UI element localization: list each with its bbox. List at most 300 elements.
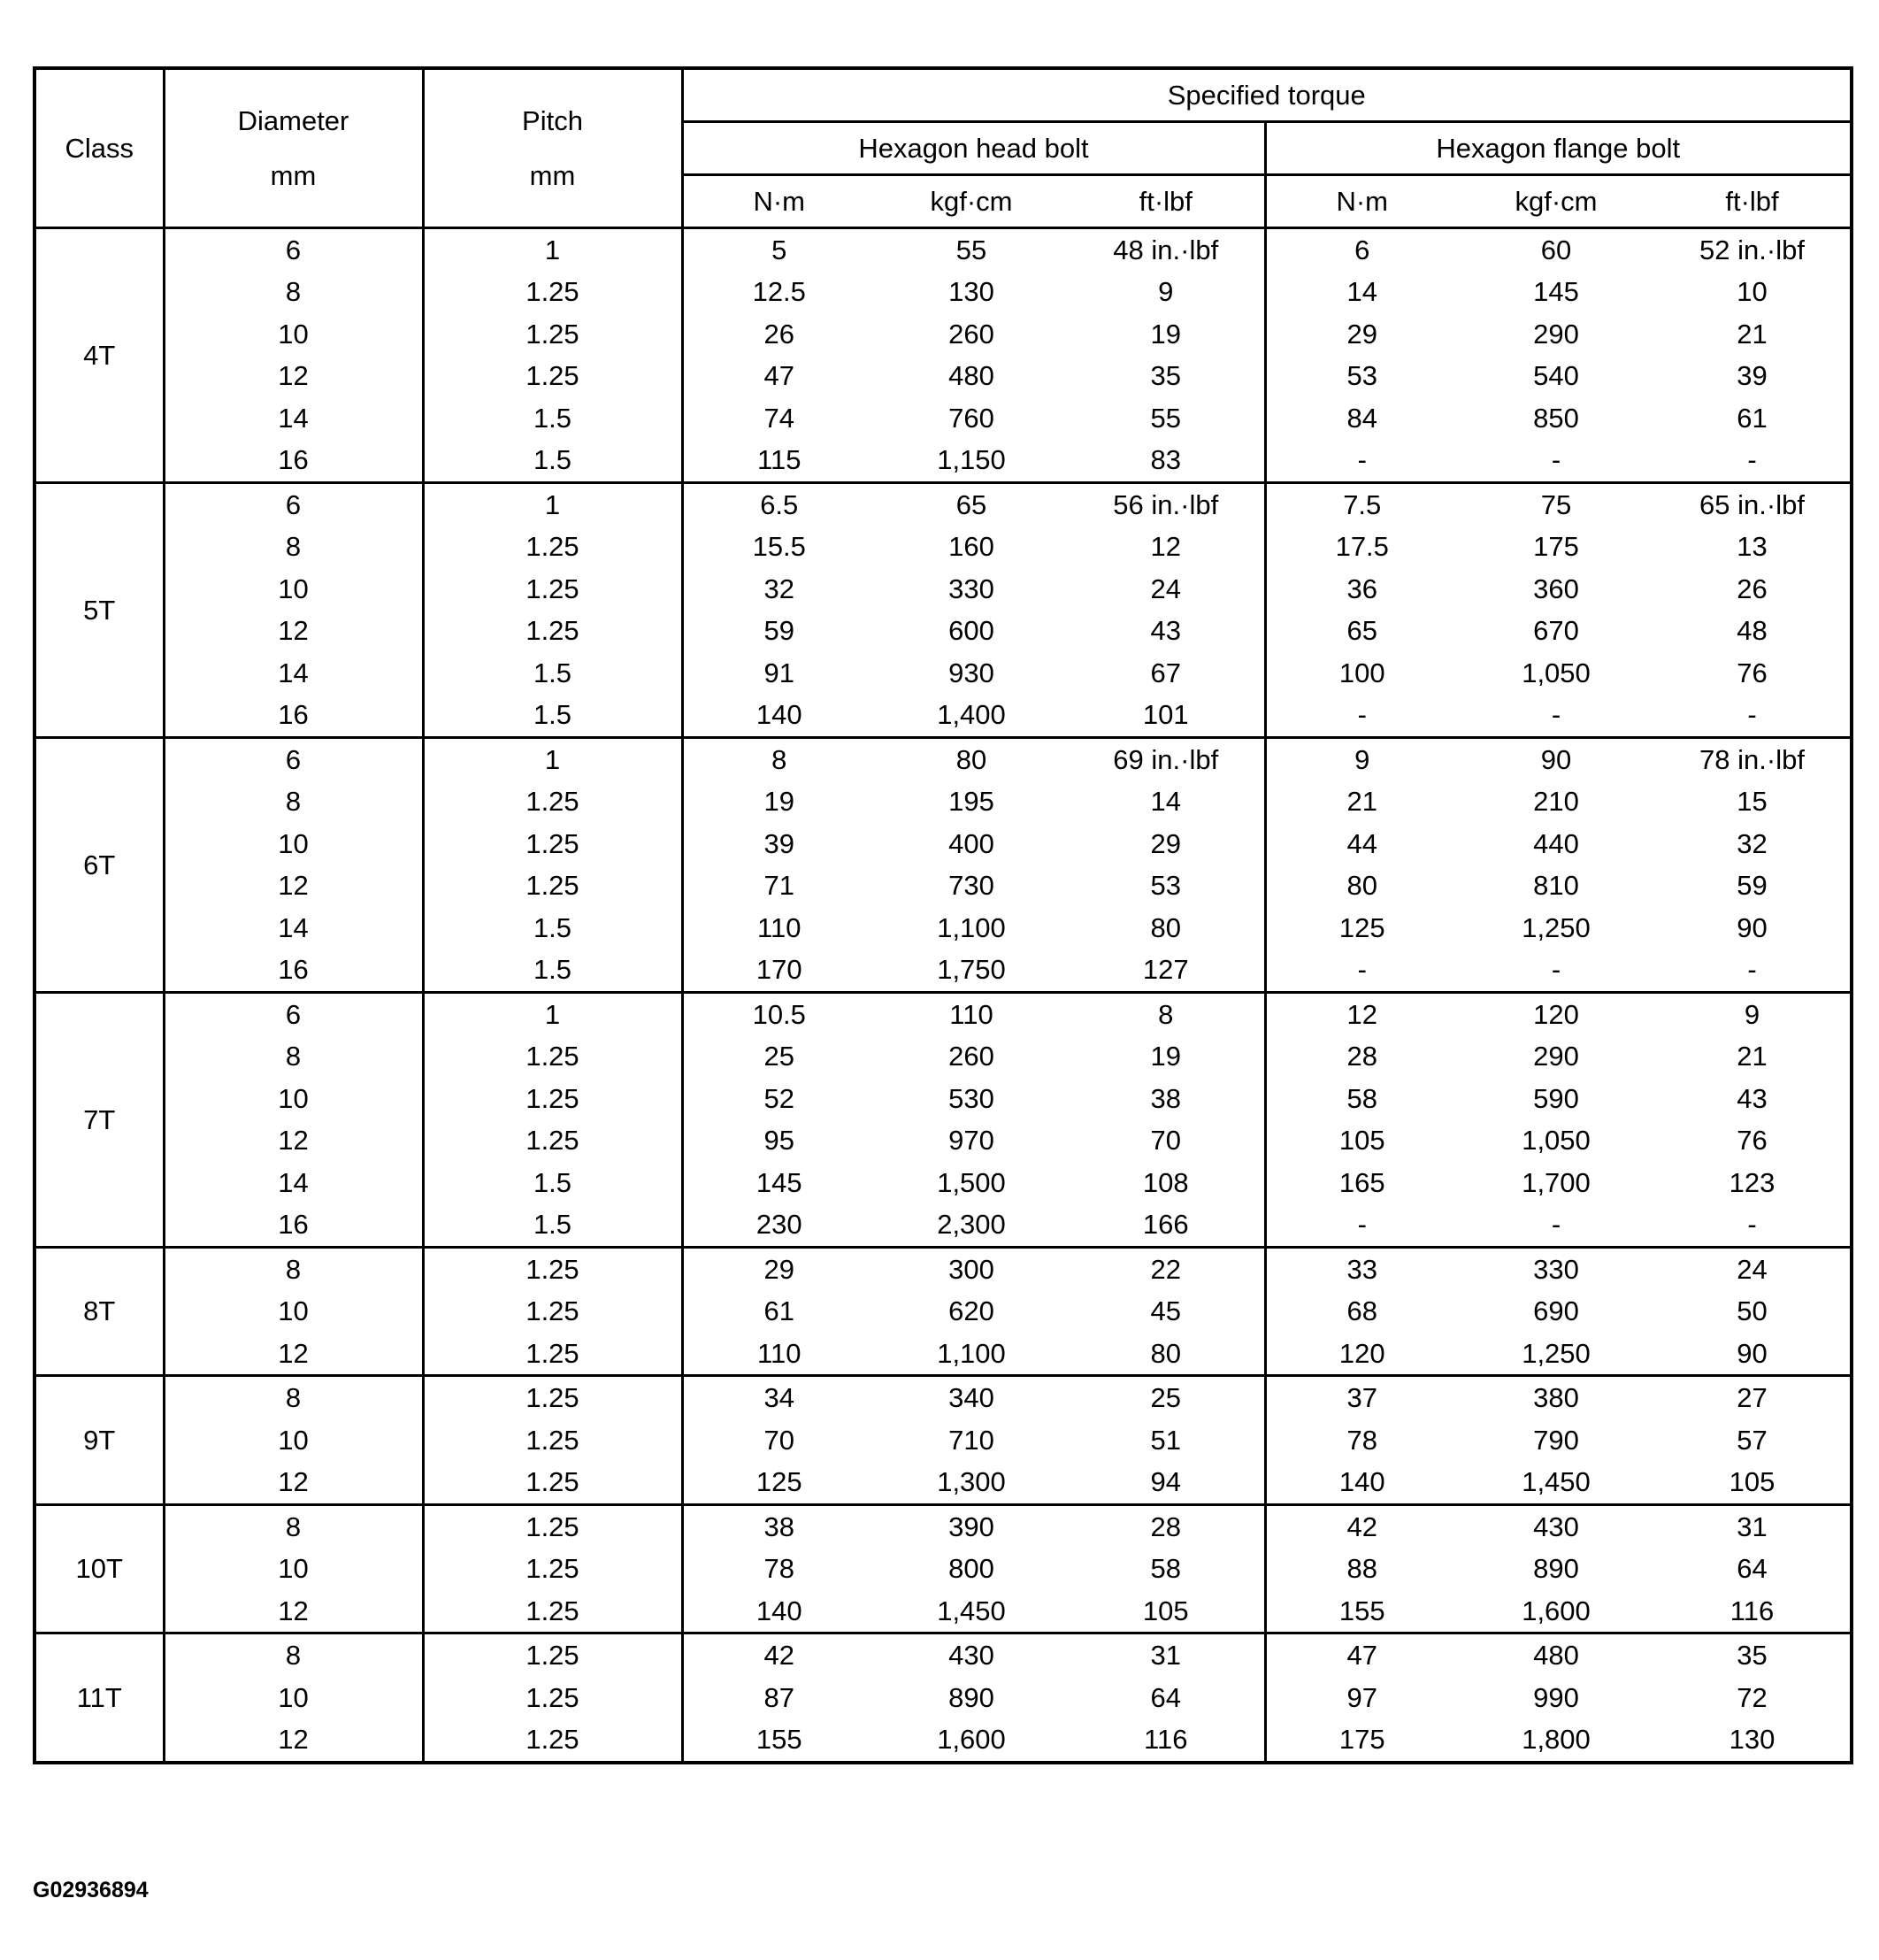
table-cell: 1,800 — [1522, 1724, 1591, 1756]
class-group-6t — [35, 737, 1852, 992]
table-cell: 1.25 — [423, 1590, 682, 1633]
class-group-4t — [35, 227, 1852, 482]
table-cell: 14 — [164, 397, 423, 440]
table-cell: - — [1265, 1203, 1458, 1247]
table-cell: 195 — [948, 786, 994, 818]
table-cell: 8 — [682, 737, 875, 780]
class-cell: 5T — [83, 594, 116, 626]
table-cell: 166 — [1142, 1209, 1189, 1241]
table-row — [35, 823, 1852, 865]
table-cell: 67 — [1150, 657, 1181, 688]
table-cell: 90 — [1737, 911, 1768, 943]
table-row — [35, 1376, 1852, 1419]
table-cell: 75 — [1540, 488, 1572, 520]
class-group-8t — [35, 1247, 1852, 1376]
table-cell: 930 — [948, 657, 994, 688]
table-cell: 12 — [164, 1333, 423, 1376]
table-cell: 57 — [1737, 1424, 1768, 1456]
table-cell: 12 — [164, 610, 423, 652]
table-cell: 15.5 — [682, 526, 875, 568]
table-cell: 12 — [1265, 992, 1458, 1035]
unit-header: N·m — [682, 174, 875, 227]
table-cell: 1,100 — [937, 911, 1006, 943]
table-cell: 140 — [1265, 1461, 1458, 1504]
table-cell: 140 — [682, 1590, 875, 1633]
table-cell: 83 — [1150, 444, 1181, 476]
class-cell: 9T — [83, 1424, 116, 1456]
table-row — [35, 1203, 1852, 1247]
table-cell: 55 — [1150, 402, 1181, 434]
table-cell: 430 — [948, 1640, 994, 1672]
table-cell: 290 — [1533, 318, 1579, 350]
table-cell: 65 — [955, 488, 987, 520]
table-cell: 110 — [949, 998, 993, 1030]
table-row — [35, 1247, 1852, 1290]
table-cell: 1,600 — [937, 1724, 1006, 1756]
table-cell: 10 — [164, 1078, 423, 1120]
table-cell: 27 — [1737, 1382, 1768, 1414]
table-cell: 36 — [1265, 568, 1458, 611]
table-cell: 1 — [423, 992, 682, 1035]
torque-specification-table — [33, 66, 1853, 1764]
table-cell: 2,300 — [937, 1209, 1006, 1241]
table-cell: 29 — [1150, 827, 1181, 859]
table-cell: 12.5 — [682, 271, 875, 313]
table-row — [35, 397, 1852, 440]
table-cell: 145 — [682, 1162, 875, 1204]
table-cell: 125 — [1265, 907, 1458, 949]
table-cell: 88 — [1265, 1548, 1458, 1590]
class-header: Class — [35, 68, 164, 227]
table-cell: 6.5 — [682, 482, 875, 526]
table-cell: 90 — [1540, 743, 1572, 775]
table-row — [35, 1677, 1852, 1719]
table-cell: 16 — [164, 1203, 423, 1247]
table-cell: 10 — [164, 1548, 423, 1590]
table-cell: 78 — [1265, 1419, 1458, 1462]
table-cell: 74 — [682, 397, 875, 440]
table-cell: 76 — [1737, 1125, 1768, 1157]
table-cell: 540 — [1533, 360, 1579, 392]
table-cell: 78 — [682, 1548, 875, 1590]
table-cell: 175 — [1533, 531, 1579, 563]
table-row — [35, 568, 1852, 611]
table-cell: 59 — [682, 610, 875, 652]
table-cell: 1.5 — [423, 652, 682, 695]
class-cell: 11T — [76, 1681, 122, 1713]
table-cell: 760 — [948, 402, 994, 434]
table-cell: 115 — [682, 439, 875, 482]
table-cell: 1.25 — [423, 1035, 682, 1078]
table-cell: 76 — [1737, 657, 1768, 688]
table-cell: 730 — [948, 870, 994, 902]
class-cell: 8T — [83, 1295, 116, 1327]
table-cell: 6 — [1265, 227, 1458, 271]
table-row — [35, 1333, 1852, 1376]
table-cell: 130 — [1729, 1724, 1775, 1756]
table-cell: 1.5 — [423, 1203, 682, 1247]
table-cell: 31 — [1150, 1640, 1181, 1672]
class-cell: 7T — [83, 1103, 116, 1135]
table-header — [35, 68, 1852, 227]
table-cell: 1.5 — [423, 1162, 682, 1204]
unit-header: ft·lbf — [1068, 174, 1265, 227]
table-cell: 1.25 — [423, 1078, 682, 1120]
table-cell: 1.25 — [423, 526, 682, 568]
table-row — [35, 780, 1852, 823]
class-cell: 6T — [83, 849, 116, 880]
class-group-9t — [35, 1376, 1852, 1505]
table-cell: 1.5 — [423, 439, 682, 482]
table-cell: 360 — [1533, 573, 1579, 604]
table-cell: 14 — [164, 1162, 423, 1204]
table-cell: - — [1551, 1209, 1561, 1241]
table-cell: 31 — [1737, 1510, 1768, 1542]
table-cell: 24 — [1150, 573, 1181, 604]
table-cell: 1.25 — [423, 271, 682, 313]
table-cell: 110 — [682, 907, 875, 949]
table-cell: 22 — [1150, 1253, 1181, 1285]
table-cell: 68 — [1265, 1290, 1458, 1333]
table-cell: 1.25 — [423, 1633, 682, 1677]
table-cell: - — [1747, 444, 1757, 476]
table-cell: 12 — [1150, 531, 1181, 563]
table-cell: 1.25 — [423, 1461, 682, 1504]
table-cell: 14 — [1150, 786, 1181, 818]
table-cell: 53 — [1150, 870, 1181, 902]
table-cell: 58 — [1265, 1078, 1458, 1120]
table-cell: 65 — [1265, 610, 1458, 652]
table-cell: 6 — [164, 992, 423, 1035]
table-cell: 38 — [1150, 1082, 1181, 1114]
table-cell: 9 — [1744, 998, 1760, 1030]
unit-header: kgf·cm — [1458, 174, 1654, 227]
table-cell: 1.25 — [423, 1247, 682, 1290]
table-cell: 9 — [1265, 737, 1458, 780]
table-cell: 39 — [682, 823, 875, 865]
table-cell: - — [1551, 699, 1561, 731]
table-cell: 710 — [948, 1424, 994, 1456]
table-row — [35, 1548, 1852, 1590]
table-cell: 28 — [1150, 1510, 1181, 1542]
table-cell: 165 — [1265, 1162, 1458, 1204]
table-cell: 9 — [1158, 276, 1174, 308]
table-cell: 12 — [164, 1461, 423, 1504]
table-cell: 32 — [682, 568, 875, 611]
unit-header: ft·lbf — [1654, 174, 1852, 227]
table-cell: 17.5 — [1265, 526, 1458, 568]
table-cell: 64 — [1150, 1681, 1181, 1713]
table-cell: 170 — [682, 949, 875, 992]
table-cell: 95 — [682, 1119, 875, 1162]
table-cell: 48 — [1737, 615, 1768, 647]
table-cell: 29 — [1265, 313, 1458, 356]
table-cell: 38 — [682, 1504, 875, 1548]
table-cell: 21 — [1737, 1041, 1768, 1072]
table-cell: 35 — [1737, 1640, 1768, 1672]
table-row — [35, 313, 1852, 356]
table-cell: 1.25 — [423, 610, 682, 652]
table-cell: 47 — [1265, 1633, 1458, 1677]
table-cell: 39 — [1737, 360, 1768, 392]
table-cell: 24 — [1737, 1253, 1768, 1285]
table-cell: 480 — [1533, 1640, 1579, 1672]
table-cell: 21 — [1737, 318, 1768, 350]
table-cell: 14 — [164, 907, 423, 949]
table-row — [35, 1504, 1852, 1548]
table-row — [35, 1162, 1852, 1204]
specified-torque-header: Specified torque — [682, 68, 1852, 121]
table-row — [35, 1119, 1852, 1162]
table-cell: 155 — [682, 1718, 875, 1763]
table-cell: 1,100 — [937, 1337, 1006, 1369]
table-cell: 52 — [682, 1078, 875, 1120]
table-row — [35, 1035, 1852, 1078]
table-cell: 19 — [682, 780, 875, 823]
table-cell: 1.5 — [423, 397, 682, 440]
table-cell: 1.25 — [423, 823, 682, 865]
table-cell: 10 — [164, 823, 423, 865]
table-cell: 90 — [1737, 1337, 1768, 1369]
table-cell: 19 — [1150, 1041, 1181, 1072]
table-cell: 15 — [1737, 786, 1768, 818]
table-cell: 1,050 — [1522, 1125, 1591, 1157]
table-cell: 340 — [948, 1382, 994, 1414]
table-cell: 1.25 — [423, 355, 682, 397]
table-row — [35, 1290, 1852, 1333]
table-cell: 61 — [682, 1290, 875, 1333]
table-cell: 260 — [948, 318, 994, 350]
table-cell: 71 — [682, 865, 875, 907]
table-cell: - — [1747, 1209, 1757, 1241]
table-cell: 45 — [1150, 1295, 1181, 1327]
table-cell: 47 — [682, 355, 875, 397]
table-cell: 8 — [164, 780, 423, 823]
table-row — [35, 1718, 1852, 1763]
table-cell: 1 — [423, 227, 682, 271]
table-cell: 10 — [164, 313, 423, 356]
table-cell: 32 — [1737, 827, 1768, 859]
table-cell: 890 — [948, 1681, 994, 1713]
table-row — [35, 1461, 1852, 1504]
table-cell: 800 — [948, 1553, 994, 1585]
table-cell: 5 — [682, 227, 875, 271]
table-cell: 10.5 — [682, 992, 875, 1035]
table-cell: 790 — [1533, 1424, 1579, 1456]
table-cell: - — [1747, 699, 1757, 731]
table-cell: 108 — [1142, 1166, 1189, 1198]
table-cell: 100 — [1265, 652, 1458, 695]
table-cell: 12 — [164, 1590, 423, 1633]
table-cell: 6 — [164, 227, 423, 271]
table-cell: 12 — [164, 1119, 423, 1162]
table-cell: 87 — [682, 1677, 875, 1719]
table-cell: 33 — [1265, 1247, 1458, 1290]
table-cell: 1.25 — [423, 1119, 682, 1162]
table-cell: 58 — [1150, 1553, 1181, 1585]
table-row — [35, 1419, 1852, 1462]
table-cell: 1.25 — [423, 568, 682, 611]
table-row — [35, 482, 1852, 526]
figure-code: G02936894 — [33, 1878, 149, 1902]
class-cell: 10T — [75, 1553, 123, 1585]
table-cell: 78 in.·lbf — [1699, 743, 1805, 775]
table-cell: 1.5 — [423, 907, 682, 949]
table-cell: 25 — [682, 1035, 875, 1078]
table-cell: 69 in.·lbf — [1113, 743, 1219, 775]
table-cell: 65 in.·lbf — [1699, 488, 1805, 520]
table-row — [35, 1590, 1852, 1633]
table-cell: 1.25 — [423, 1333, 682, 1376]
class-group-5t — [35, 482, 1852, 737]
table-cell: 19 — [1150, 318, 1181, 350]
hexagon-flange-bolt-header: Hexagon flange bolt — [1265, 121, 1852, 174]
table-cell: 105 — [1142, 1595, 1189, 1626]
table-cell: 21 — [1265, 780, 1458, 823]
table-cell: 1.5 — [423, 949, 682, 992]
table-cell: 116 — [1729, 1595, 1775, 1626]
table-cell: 1,450 — [937, 1595, 1006, 1626]
table-cell: 42 — [1265, 1504, 1458, 1548]
diameter-header: Diameter mm — [164, 68, 423, 227]
table-row — [35, 439, 1852, 482]
table-cell: 1,600 — [1522, 1595, 1591, 1626]
table-cell: 1.25 — [423, 1504, 682, 1548]
table-cell: 52 in.·lbf — [1699, 234, 1805, 265]
table-cell: 1.25 — [423, 1376, 682, 1419]
table-cell: 55 — [955, 234, 987, 265]
table-row — [35, 992, 1852, 1035]
table-row — [35, 652, 1852, 695]
table-cell: 8 — [164, 271, 423, 313]
table-cell: 970 — [948, 1125, 994, 1157]
table-cell: 80 — [1150, 1337, 1181, 1369]
table-cell: 590 — [1533, 1082, 1579, 1114]
table-cell: 28 — [1265, 1035, 1458, 1078]
table-cell: 16 — [164, 694, 423, 737]
table-cell: 44 — [1265, 823, 1458, 865]
table-row — [35, 1633, 1852, 1677]
table-row — [35, 610, 1852, 652]
table-cell: 29 — [682, 1247, 875, 1290]
table-cell: 26 — [682, 313, 875, 356]
table-row — [35, 227, 1852, 271]
table-row — [35, 355, 1852, 397]
table-cell: 260 — [948, 1041, 994, 1072]
table-cell: 70 — [682, 1419, 875, 1462]
table-cell: 70 — [1150, 1125, 1181, 1157]
table-cell: 690 — [1533, 1295, 1579, 1327]
table-cell: 6 — [164, 482, 423, 526]
table-cell: 8 — [164, 526, 423, 568]
table-cell: 1.25 — [423, 1290, 682, 1333]
table-cell: 1,250 — [1522, 911, 1591, 943]
table-cell: 670 — [1533, 615, 1579, 647]
unit-header: kgf·cm — [875, 174, 1068, 227]
table-cell: 105 — [1729, 1466, 1775, 1498]
table-cell: 290 — [1533, 1041, 1579, 1072]
table-cell: 127 — [1142, 954, 1189, 986]
table-cell: 50 — [1737, 1295, 1768, 1327]
table-cell: - — [1265, 694, 1458, 737]
table-cell: 43 — [1150, 615, 1181, 647]
table-cell: 16 — [164, 439, 423, 482]
table-cell: 8 — [164, 1633, 423, 1677]
table-cell: 1,050 — [1522, 657, 1591, 688]
table-cell: 1,450 — [1522, 1466, 1591, 1498]
table-cell: 8 — [164, 1376, 423, 1419]
table-cell: 10 — [164, 1290, 423, 1333]
table-cell: 37 — [1265, 1376, 1458, 1419]
table-cell: 12 — [164, 355, 423, 397]
table-row — [35, 865, 1852, 907]
table-cell: 1,500 — [937, 1166, 1006, 1198]
table-cell: 7.5 — [1265, 482, 1458, 526]
table-cell: 16 — [164, 949, 423, 992]
table-cell: 1.25 — [423, 1548, 682, 1590]
table-row — [35, 907, 1852, 949]
table-cell: 64 — [1737, 1553, 1768, 1585]
table-cell: 123 — [1729, 1166, 1775, 1198]
table-cell: - — [1747, 954, 1757, 986]
table-cell: 530 — [948, 1082, 994, 1114]
table-cell: 1,300 — [937, 1466, 1006, 1498]
table-cell: 14 — [164, 652, 423, 695]
table-cell: 1.25 — [423, 780, 682, 823]
table-cell: 8 — [164, 1504, 423, 1548]
table-cell: 1.25 — [423, 1718, 682, 1763]
table-row — [35, 694, 1852, 737]
table-cell: 48 in.·lbf — [1113, 234, 1219, 265]
table-cell: 155 — [1265, 1590, 1458, 1633]
hexagon-head-bolt-header: Hexagon head bolt — [682, 121, 1265, 174]
table-row — [35, 737, 1852, 780]
table-cell: 6 — [164, 737, 423, 780]
table-cell: 400 — [948, 827, 994, 859]
table-cell: 101 — [1142, 699, 1189, 731]
table-cell: 210 — [1533, 786, 1579, 818]
table-cell: 140 — [682, 694, 875, 737]
table-cell: 125 — [682, 1461, 875, 1504]
table-cell: 8 — [164, 1035, 423, 1078]
table-cell: 116 — [1144, 1724, 1188, 1756]
table-cell: 53 — [1265, 355, 1458, 397]
unit-header: N·m — [1265, 174, 1458, 227]
table-cell: 10 — [1737, 276, 1768, 308]
table-cell: 850 — [1533, 402, 1579, 434]
table-cell: 300 — [948, 1253, 994, 1285]
table-cell: 810 — [1533, 870, 1579, 902]
table-cell: 12 — [164, 865, 423, 907]
table-cell: 120 — [1533, 998, 1579, 1030]
table-cell: 43 — [1737, 1082, 1768, 1114]
table-cell: - — [1551, 954, 1561, 986]
table-cell: 91 — [682, 652, 875, 695]
table-cell: 390 — [948, 1510, 994, 1542]
table-cell: 34 — [682, 1376, 875, 1419]
table-cell: 10 — [164, 568, 423, 611]
table-cell: 330 — [1533, 1253, 1579, 1285]
table-cell: 80 — [1265, 865, 1458, 907]
table-cell: 59 — [1737, 870, 1768, 902]
table-cell: 13 — [1737, 531, 1768, 563]
table-cell: 56 in.·lbf — [1113, 488, 1219, 520]
class-group-10t — [35, 1504, 1852, 1633]
table-cell: 330 — [948, 573, 994, 604]
table-cell: 430 — [1533, 1510, 1579, 1542]
class-group-11t — [35, 1633, 1852, 1763]
table-cell: 14 — [1265, 271, 1458, 313]
